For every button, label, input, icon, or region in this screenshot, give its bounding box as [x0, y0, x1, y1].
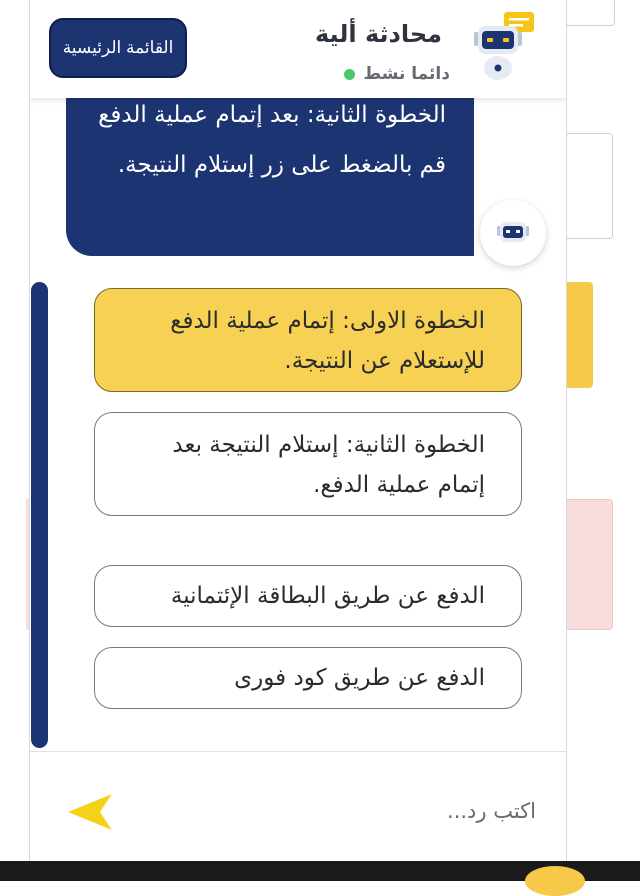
chat-widget [29, 0, 567, 866]
background-panel [565, 282, 593, 388]
bot-status [344, 64, 450, 84]
bot-message: الخطوة الثانية: بعد إتمام عملية الدفع قم بالضغط على زر إستلام النتيجة. [66, 98, 474, 256]
option-step-one[interactable]: الخطوة الاولى: إتمام عملية الدفع للإستعلام عن النتيجة. [94, 288, 522, 392]
reply-input[interactable] [150, 788, 538, 834]
messages-scrollbar[interactable] [31, 282, 48, 748]
messages-area [30, 98, 566, 751]
robot-avatar-icon [464, 10, 540, 82]
background-panel [565, 0, 615, 26]
bot-message-avatar [480, 200, 546, 266]
option-pay-fawry-code[interactable]: الدفع عن طريق كود فورى [94, 647, 522, 709]
bot-name: محادثة ألية [315, 20, 442, 48]
reply-composer [30, 751, 566, 866]
online-status-dot [344, 69, 355, 80]
robot-icon [496, 218, 530, 248]
main-menu-button[interactable]: القائمة الرئيسية [49, 18, 187, 78]
background-panel [565, 499, 613, 630]
chat-header [30, 0, 566, 98]
background-panel [565, 133, 613, 239]
send-arrow-icon [66, 790, 116, 834]
option-pay-credit-card[interactable]: الدفع عن طريق البطاقة الإئتمانية [94, 565, 522, 627]
floating-widget-button[interactable] [525, 866, 585, 896]
send-button[interactable] [66, 790, 116, 834]
status-text: دائما نشط [363, 64, 450, 84]
option-step-two[interactable]: الخطوة الثانية: إستلام النتيجة بعد إتمام عملية الدفع. [94, 412, 522, 516]
